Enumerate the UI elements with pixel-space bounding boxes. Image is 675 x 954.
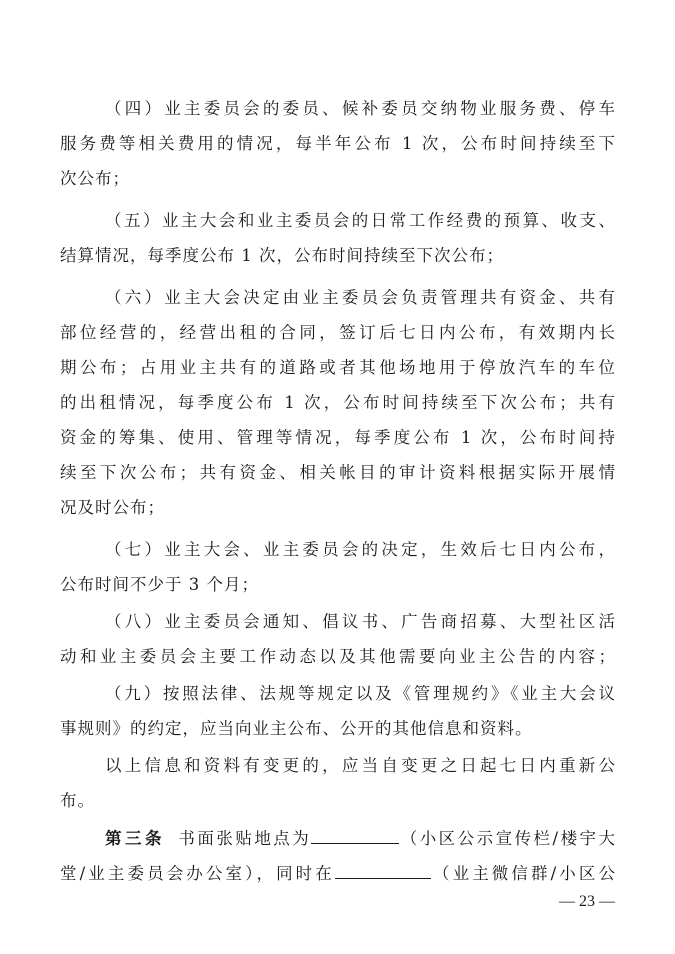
online-location-blank bbox=[335, 862, 431, 879]
paragraph-6-line-3: 期公布；占用业主共有的道路或者其他场地用于停放汽车的车位 bbox=[60, 358, 616, 377]
article-3-text-2a: 堂/业主委员会办公室），同时在 bbox=[60, 864, 335, 883]
paragraph-6-line-7: 况及时公布； bbox=[60, 498, 165, 517]
paragraph-4-line-1: （四）业主委员会的委员、候补委员交纳物业服务费、停车 bbox=[105, 99, 616, 118]
paragraph-9-line-1: （九）按照法律、法规等规定以及《管理规约》《业主大会议 bbox=[105, 684, 616, 703]
article-3-text-1b: （小区公示宣传栏/楼宇大 bbox=[399, 829, 617, 848]
article-3-line-2 bbox=[60, 862, 616, 884]
article-3-text-1a: 书面张贴地点为 bbox=[176, 829, 312, 848]
paragraph-8-line-2: 动和业主委员会主要工作动态以及其他需要向业主公告的内容； bbox=[60, 647, 616, 666]
paragraph-5-line-1: （五）业主大会和业主委员会的日常工作经费的预算、收支、 bbox=[105, 211, 616, 230]
page-number: — 23 — bbox=[559, 893, 615, 910]
paragraph-8-line-1: （八）业主委员会通知、倡议书、广告商招募、大型社区活 bbox=[105, 612, 616, 631]
paragraph-5-line-2: 结算情况，每季度公布 1 次，公布时间持续至下次公布； bbox=[60, 246, 504, 265]
paragraph-4-line-2: 服务费等相关费用的情况，每半年公布 1 次，公布时间持续至下 bbox=[60, 134, 616, 153]
paragraph-6-line-2: 部位经营的，经营出租的合同，签订后七日内公布，有效期内长 bbox=[60, 323, 616, 342]
paragraph-10-line-2: 布。 bbox=[60, 791, 95, 810]
article-3-text-2b: （业主微信群/小区公 bbox=[430, 864, 616, 883]
paragraph-9-line-2: 事规则》的约定，应当向业主公布、公开的其他信息和资料。 bbox=[60, 719, 533, 738]
paragraph-7-line-2: 公布时间不少于 3 个月； bbox=[60, 575, 259, 594]
paragraph-6-line-1: （六）业主大会决定由业主委员会负责管理共有资金、共有 bbox=[105, 288, 616, 307]
article-3-line-1 bbox=[105, 827, 616, 849]
paragraph-10-line-1: 以上信息和资料有变更的，应当自变更之日起七日内重新公 bbox=[105, 756, 616, 775]
paragraph-7-line-1: （七）业主大会、业主委员会的决定，生效后七日内公布， bbox=[105, 540, 616, 559]
paragraph-4-line-3: 次公布； bbox=[60, 169, 130, 188]
paragraph-6-line-6: 续至下次公布；共有资金、相关帐目的审计资料根据实际开展情 bbox=[60, 463, 616, 482]
paragraph-6-line-5: 资金的筹集、使用、管理等情况，每季度公布 1 次，公布时间持 bbox=[60, 428, 616, 447]
paragraph-6-line-4: 的出租情况，每季度公布 1 次，公布时间持续至下次公布；共有 bbox=[60, 393, 616, 412]
posting-location-blank bbox=[311, 827, 399, 844]
article-3-heading: 第三条 bbox=[105, 829, 165, 848]
